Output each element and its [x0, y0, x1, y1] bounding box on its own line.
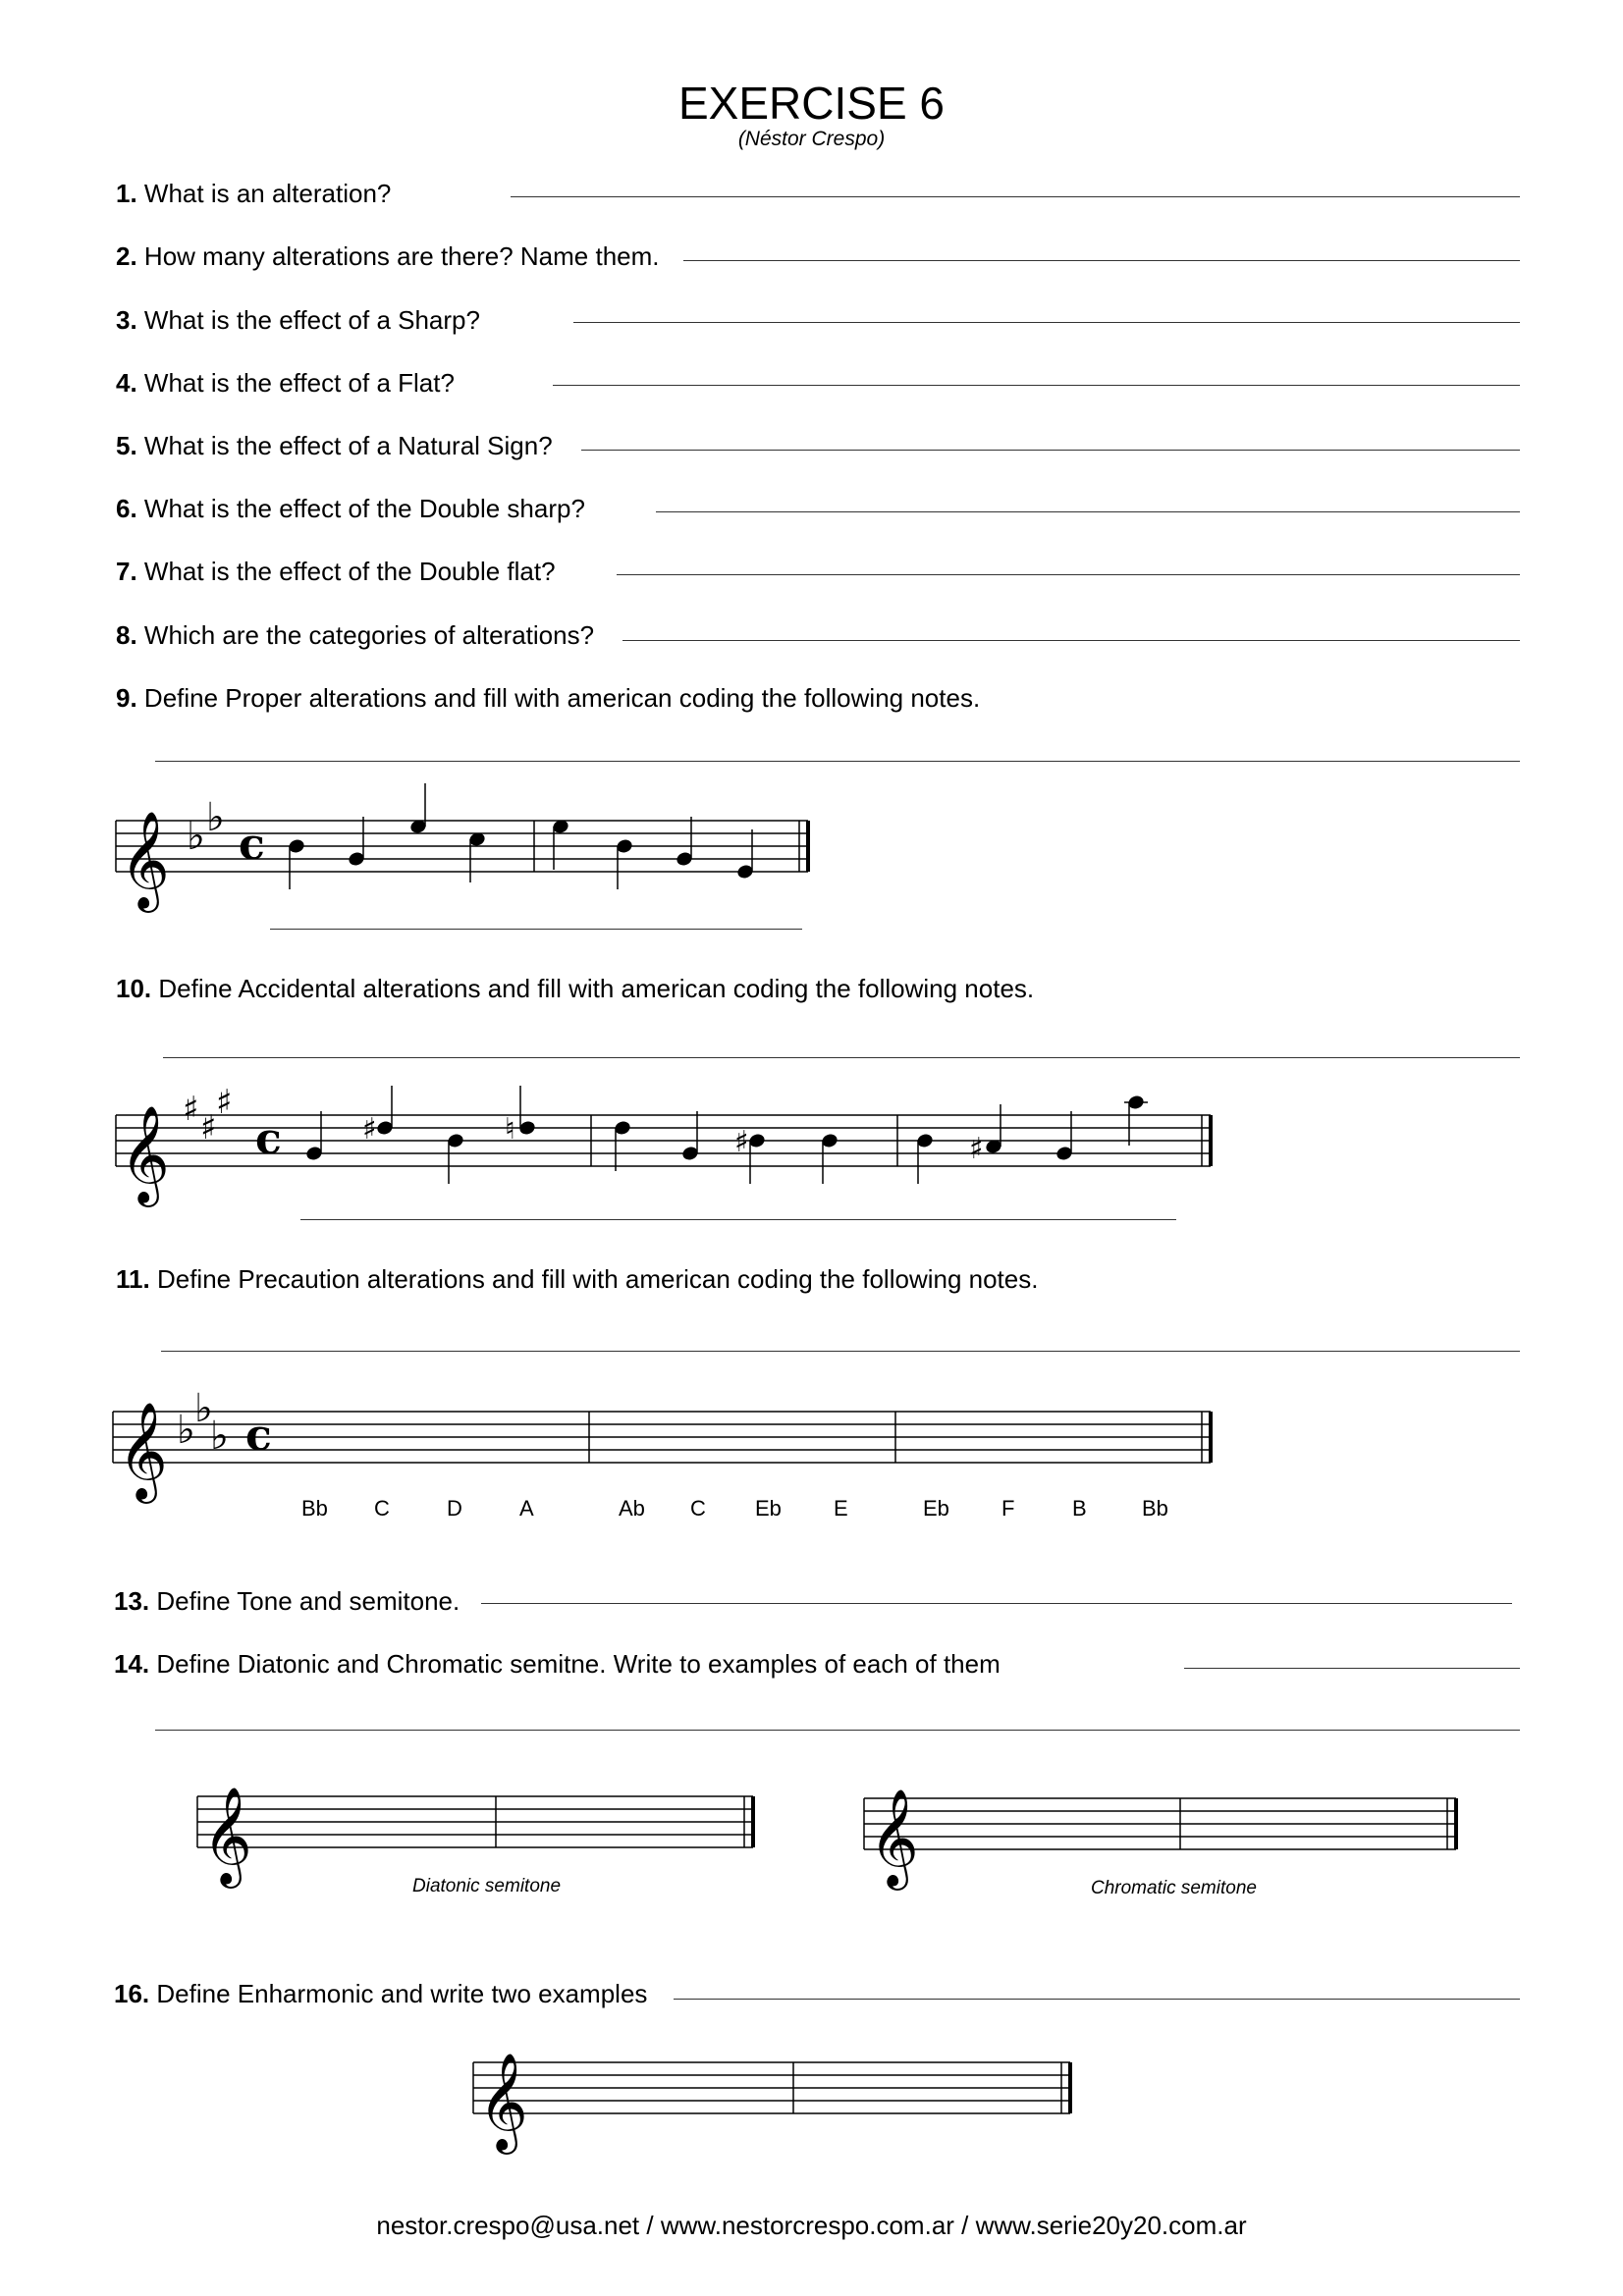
question-number: 2.: [116, 241, 137, 271]
note-name: Bb: [1142, 1496, 1168, 1521]
sharp-icon: ♯: [362, 1112, 377, 1147]
question-text: What is the effect of a Sharp?: [143, 305, 480, 335]
question-text: What is the effect of a Flat?: [143, 368, 455, 398]
footer-contact[interactable]: nestor.crespo@usa.net / www.nestorcrespo.com.ar / www.serie20y20.com.ar: [376, 2211, 1247, 2240]
note-name: B: [1072, 1496, 1087, 1521]
question-text: What is an alteration?: [143, 179, 392, 208]
page-title: EXERCISE 6: [678, 78, 945, 129]
question-number: 14.: [114, 1649, 150, 1679]
question-number: 4.: [116, 368, 137, 398]
question-number: 8.: [116, 620, 137, 650]
question-text: Define Accidental alterations and fill with american coding the following notes.: [158, 974, 1035, 1003]
question-number: 5.: [116, 431, 137, 460]
question-number: 13.: [114, 1586, 150, 1616]
question-number: 7.: [116, 557, 137, 586]
treble-clef-icon: 𝄞: [202, 1787, 252, 1885]
common-time-icon: c: [245, 1411, 272, 1461]
question-number: 1.: [116, 179, 137, 208]
sharp-icon: ♯: [969, 1132, 984, 1166]
treble-clef-icon: 𝄞: [118, 1402, 168, 1500]
question-text: Define Precaution alterations and fill with american coding the following notes.: [156, 1264, 1039, 1294]
question-number: 6.: [116, 494, 137, 523]
flat-icon: ♭: [187, 814, 205, 859]
question-text: Define Enharmonic and write two examples: [156, 1979, 648, 2008]
sharp-icon: ♯: [216, 1083, 233, 1122]
question-number: 11.: [116, 1264, 150, 1294]
natural-icon: ♮: [505, 1112, 515, 1147]
common-time-icon: c: [255, 1114, 282, 1164]
question-text: What is the effect of the Double flat?: [143, 557, 556, 586]
treble-clef-icon: 𝄞: [120, 1105, 170, 1203]
question-text: Define Diatonic and Chromatic semitne. Write to examples of each of them: [156, 1649, 1001, 1679]
flat-icon: ♭: [210, 1414, 229, 1459]
note-name: C: [690, 1496, 706, 1521]
note-name: Eb: [755, 1496, 782, 1521]
treble-clef-icon: 𝄞: [478, 2053, 528, 2151]
treble-clef-icon: 𝄞: [120, 811, 170, 909]
note-name: C: [374, 1496, 390, 1521]
question-text: Define Tone and semitone.: [156, 1586, 460, 1616]
flat-icon: ♭: [177, 1408, 195, 1453]
question-text: What is the effect of a Natural Sign?: [143, 431, 553, 460]
common-time-icon: c: [239, 820, 265, 870]
note-name: Ab: [619, 1496, 645, 1521]
note-name: F: [1001, 1496, 1015, 1521]
note-name: A: [519, 1496, 534, 1521]
question-text: How many alterations are there? Name them.: [143, 241, 660, 271]
caption-diatonic: Diatonic semitone: [412, 1876, 562, 1896]
author-name: (Néstor Crespo): [737, 128, 886, 150]
flat-icon: ♭: [206, 795, 225, 840]
question-number: 16.: [114, 1979, 150, 2008]
sharp-icon: ♯: [200, 1108, 217, 1148]
note-name: Bb: [301, 1496, 328, 1521]
flat-icon: ♭: [194, 1386, 213, 1431]
sharp-icon: ♯: [734, 1125, 749, 1159]
question-text: Define Proper alterations and fill with american coding the following notes.: [143, 683, 981, 713]
note-name: Eb: [923, 1496, 949, 1521]
question-number: 10.: [116, 974, 152, 1003]
treble-clef-icon: 𝄞: [869, 1789, 919, 1887]
note-name: E: [834, 1496, 848, 1521]
question-number: 9.: [116, 683, 137, 713]
sharp-icon: ♯: [183, 1090, 199, 1129]
question-number: 3.: [116, 305, 137, 335]
caption-chromatic: Chromatic semitone: [1091, 1878, 1257, 1898]
question-text: Which are the categories of alterations?: [143, 620, 595, 650]
question-text: What is the effect of the Double sharp?: [143, 494, 585, 523]
note-name: D: [447, 1496, 462, 1521]
